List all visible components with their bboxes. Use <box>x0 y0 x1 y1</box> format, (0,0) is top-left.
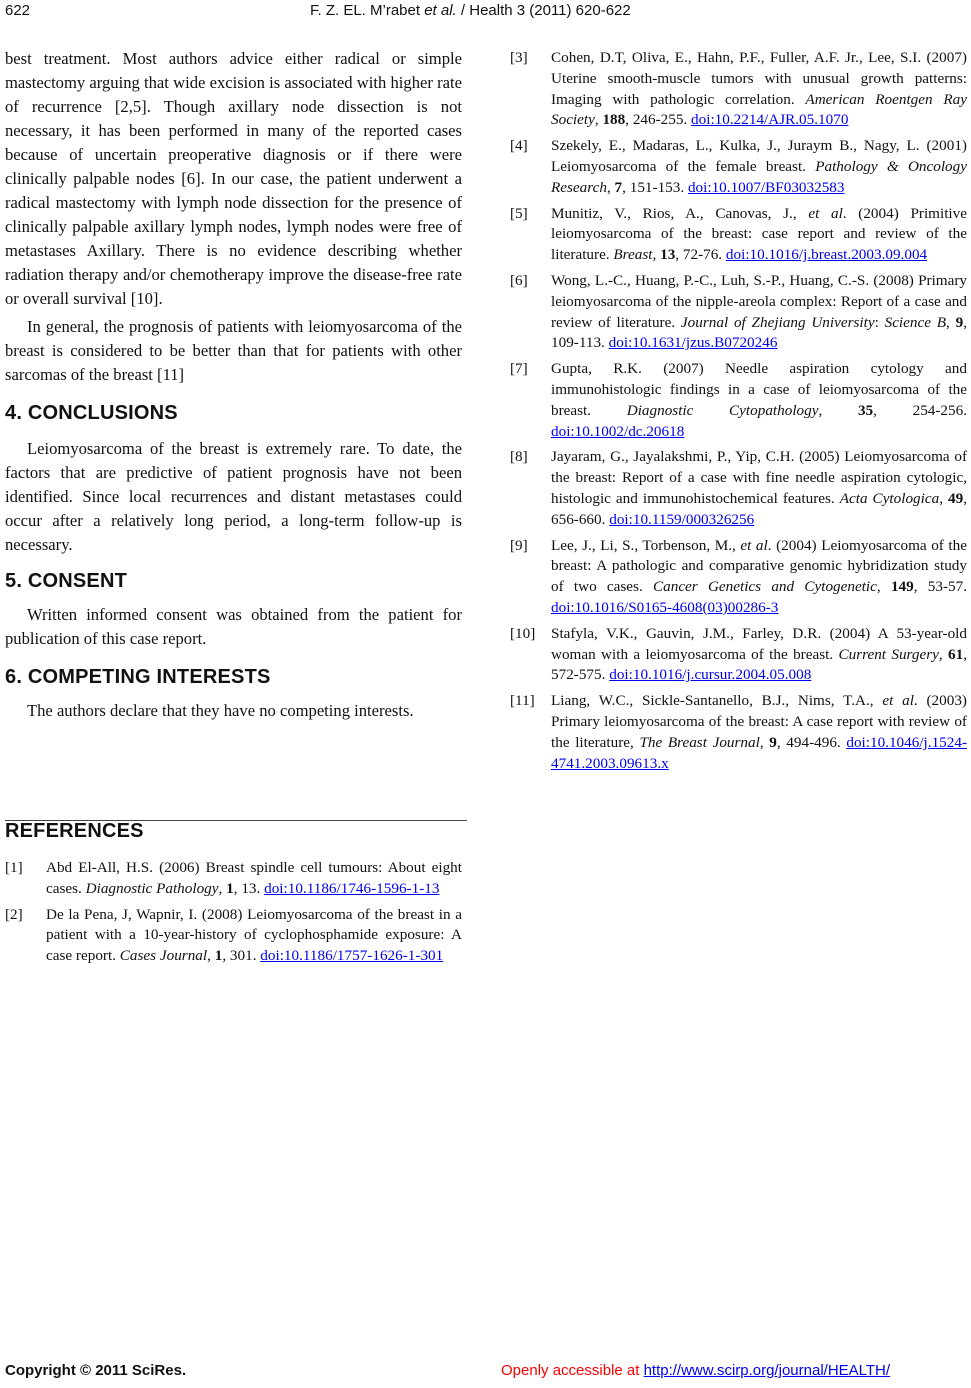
reference-source: American Roentgen Ray Society <box>551 90 967 129</box>
reference-segment: , 246-255. <box>625 111 692 129</box>
reference-text <box>551 624 967 686</box>
doi-link[interactable]: doi:10.1159/000326256 <box>609 510 755 528</box>
reference-item <box>510 136 967 198</box>
reference-segment: Cohen, D.T, Oliva, E., Hahn, P.F., Fuller, A.F. Jr., Lee, S.I. (2007) Uterine smooth-muscle tumors with unusual growth patterns: Imaging with pathologic correlation. <box>551 49 967 108</box>
reference-item <box>510 204 967 266</box>
reference-segment: : <box>874 313 885 331</box>
section-heading-competing-interests: 6. COMPETING INTERESTS <box>5 666 271 688</box>
open-access-label: Openly accessible at <box>501 1362 644 1379</box>
reference-segment: Munitiz, V., Rios, A., Canovas, J., <box>551 204 809 222</box>
references-heading: REFERENCES <box>5 820 144 842</box>
reference-volume: 13 <box>660 246 676 264</box>
reference-item <box>510 691 967 774</box>
reference-number: [3] <box>510 49 528 66</box>
reference-source: Pathology & Oncology Research <box>551 157 967 196</box>
running-title <box>310 2 631 19</box>
reference-segment: . (2004) Leiomyosarcoma of the breast: A pathologic and comparative genomic hybridization study of two cases. <box>551 536 967 596</box>
reference-segment: , 494-496. <box>776 733 847 751</box>
reference-source: Science B <box>884 313 947 331</box>
reference-segment: , <box>939 489 949 507</box>
reference-volume: 7 <box>614 178 623 196</box>
reference-source: Acta Cytologica <box>839 489 940 507</box>
reference-segment: , 254-256. <box>873 401 968 419</box>
reference-segment: Abd El-All, H.S. (2006) Breast spindle cell tumours: About eight cases. <box>46 859 462 897</box>
journal-link[interactable]: http://www.scirp.org/journal/HEALTH/ <box>643 1362 891 1379</box>
reference-text <box>551 359 967 442</box>
open-access-note <box>501 1362 890 1379</box>
doi-link[interactable]: doi:10.1002/dc.20618 <box>551 422 685 440</box>
reference-number: [2] <box>5 905 23 923</box>
reference-segment: Gupta, R.K. (2007) Needle aspiration cytology and immunohistologic findings in a case of leiomyosarcoma of the breast. <box>551 360 967 419</box>
section-heading-consent: 5. CONSENT <box>5 570 128 592</box>
reference-text <box>551 691 967 774</box>
reference-text <box>551 204 967 266</box>
reference-volume: 35 <box>857 401 874 419</box>
reference-segment: , <box>946 313 956 331</box>
reference-item <box>510 359 967 442</box>
reference-segment: Jayaram, G., Jayalakshmi, P., Yip, C.H. (2005) Leiomyosarcoma of the breast: Report of a case with fine needle aspiration cytologic, histologic and immunohistochemical features. <box>551 448 967 507</box>
doi-link[interactable]: doi:10.1007/BF03032583 <box>687 178 845 196</box>
reference-volume: 1 <box>226 879 234 897</box>
copyright: Copyright © 2011 SciRes. <box>5 1362 187 1379</box>
reference-text <box>551 271 967 354</box>
reference-source: et al <box>882 692 914 710</box>
reference-segment: De la Pena, J, Wapnir, I. (2008) Leiomyosarcoma of the breast in a patient with a 10-year-history of cyclophosphamide exposure: A case report. <box>46 905 462 965</box>
paragraph: best treatment. Most authors advice either radical or simple mastectomy arguing that wide excision is associated with higher rate of recurrence [2,5]. Though axillary node dissection is not necessary, it has been performed in many of the reported cases because of uncertain preoperative diagnosis or if there were clinically palpable nodes [6]. In our case, the patient underwent a radical mastectomy with lymph node dissection for the presence of clinically palpable axillary lymph nodes, lymph nodes were free of metastases Axillary. There is no evidence describing whether radiation therapy and/or chemotherapy improve the disease-free rate or overall survival [10]. <box>5 49 462 308</box>
reference-item <box>510 48 967 131</box>
reference-source: Diagnostic Cytopathology <box>626 401 819 419</box>
reference-segment: , <box>759 733 770 751</box>
reference-item <box>5 905 462 967</box>
reference-number: [9] <box>510 536 528 554</box>
reference-segment: Stafyla, V.K., Gauvin, J.M., Farley, D.R. (2004) A 53-year-old woman with a leiomyosarcoma of the breast. <box>551 624 967 663</box>
reference-source: et al <box>808 204 843 222</box>
reference-item <box>510 624 967 686</box>
reference-number: [5] <box>510 204 528 222</box>
reference-volume: 1 <box>214 947 223 965</box>
reference-number: [1] <box>5 859 23 876</box>
references-left <box>5 858 462 972</box>
reference-segment: , 53-57. <box>913 578 967 596</box>
doi-link[interactable]: doi:10.1046/j.1524-4741.2003.09613.x <box>551 733 967 772</box>
doi-link[interactable]: doi:10.1186/1746-1596-1-13 <box>264 879 440 897</box>
reference-volume: 188 <box>602 111 626 129</box>
reference-source: Cases Journal <box>119 947 208 965</box>
reference-segment: Szekely, E., Madaras, L., Kulka, J., Juraym B., Nagy, L. (2001) Leiomyosarcoma of the female breast. <box>551 137 967 175</box>
reference-segment: . (2003) Primary leiomyosarcoma of the breast: A case report with review of the literature, <box>551 692 967 751</box>
reference-segment: Lee, J., Li, S., Torbenson, M., <box>551 536 741 554</box>
reference-segment: , 301. <box>222 947 261 965</box>
reference-segment: , <box>876 578 891 596</box>
reference-number: [4] <box>510 137 528 155</box>
doi-link[interactable]: doi:10.1016/S0165-4608(03)00286-3 <box>551 598 779 616</box>
reference-source: The Breast Journal <box>639 733 760 751</box>
reference-volume: 9 <box>769 733 777 751</box>
reference-segment: , 656-660. <box>551 489 968 528</box>
doi-link[interactable]: doi:10.1016/j.cursur.2004.05.008 <box>609 666 812 684</box>
reference-segment: , <box>606 178 615 196</box>
reference-segment: , <box>818 401 858 419</box>
reference-number: [10] <box>510 624 536 642</box>
running-title-journal: / Health 3 (2011) 620-622 <box>456 2 631 19</box>
left-column <box>5 47 462 723</box>
reference-volume: 149 <box>890 578 914 596</box>
references-right <box>510 48 967 779</box>
reference-segment: , 572-575. <box>551 645 968 684</box>
reference-number: [8] <box>510 448 528 466</box>
reference-item <box>510 536 967 619</box>
reference-segment: . (2004) Primitive leiomyosarcoma of the breast: case report and review of the literature. <box>551 204 967 264</box>
doi-link[interactable]: doi:10.1186/1757-1626-1-301 <box>260 947 444 965</box>
reference-segment: , <box>594 111 603 129</box>
reference-source: Diagnostic Pathology <box>85 879 219 897</box>
reference-item <box>510 447 967 530</box>
page-number: 622 <box>5 2 31 19</box>
reference-source: Journal of Zhejiang University <box>680 313 875 331</box>
paragraph: In general, the prognosis of patients with leiomyosarcoma of the breast is considered to be better than that for patients with other sarcomas of the breast [11] <box>5 317 462 384</box>
reference-number: [7] <box>510 360 528 378</box>
reference-source: Current Surgery <box>838 645 939 663</box>
reference-source: et al <box>740 536 768 554</box>
reference-segment: , <box>652 246 661 264</box>
running-title-authors: F. Z. EL. M’rabet <box>310 2 425 19</box>
reference-source: Breast <box>613 246 653 264</box>
reference-number: [6] <box>510 271 528 289</box>
running-title-etal: et al. <box>424 2 457 19</box>
reference-text <box>46 905 462 967</box>
reference-segment: , 72-76. <box>675 246 726 264</box>
reference-segment: , <box>207 947 215 965</box>
doi-link[interactable]: doi:10.1016/j.breast.2003.09.004 <box>725 246 928 264</box>
reference-text <box>551 447 967 530</box>
reference-segment: Wong, L.-C., Huang, P.-C., Luh, S.-P., Huang, C.-S. (2008) Primary leiomyosarcoma of the nipple-areola complex: Report of a case and review of literature. <box>551 271 967 331</box>
reference-segment: , 13. <box>233 879 265 897</box>
reference-segment: , 151-153. <box>622 178 688 196</box>
section-heading-conclusions: 4. CONCLUSIONS <box>5 402 178 424</box>
paragraph: The authors declare that they have no competing interests. <box>27 701 414 720</box>
reference-volume: 49 <box>948 489 964 507</box>
reference-number: [11] <box>510 692 535 710</box>
reference-source: Cancer Genetics and Cytogenetic <box>653 578 877 596</box>
reference-segment: , 109-113. <box>551 313 967 352</box>
reference-item <box>5 858 462 900</box>
reference-volume: 61 <box>948 645 964 663</box>
reference-text <box>551 136 967 198</box>
reference-segment: , <box>938 645 949 663</box>
reference-segment: , <box>218 879 227 897</box>
doi-link[interactable]: doi:10.1631/jzus.B0720246 <box>608 334 778 352</box>
doi-link[interactable]: doi:10.2214/AJR.05.1070 <box>691 111 849 129</box>
reference-volume: 9 <box>955 313 964 331</box>
reference-text <box>46 858 462 900</box>
paragraph: Written informed consent was obtained from the patient for publication of this case report. <box>5 605 462 648</box>
paragraph: Leiomyosarcoma of the breast is extremely rare. To date, the factors that are predictive of patient prognosis have not been identified. Since local recurrences and distant metastases could occur after a relatively long period, a long-term follow-up is necessary. <box>5 439 462 554</box>
reference-segment: Liang, W.C., Sickle-Santanello, B.J., Nims, T.A., <box>551 692 883 710</box>
reference-text <box>551 48 967 131</box>
reference-text <box>551 536 967 619</box>
reference-item <box>510 271 967 354</box>
